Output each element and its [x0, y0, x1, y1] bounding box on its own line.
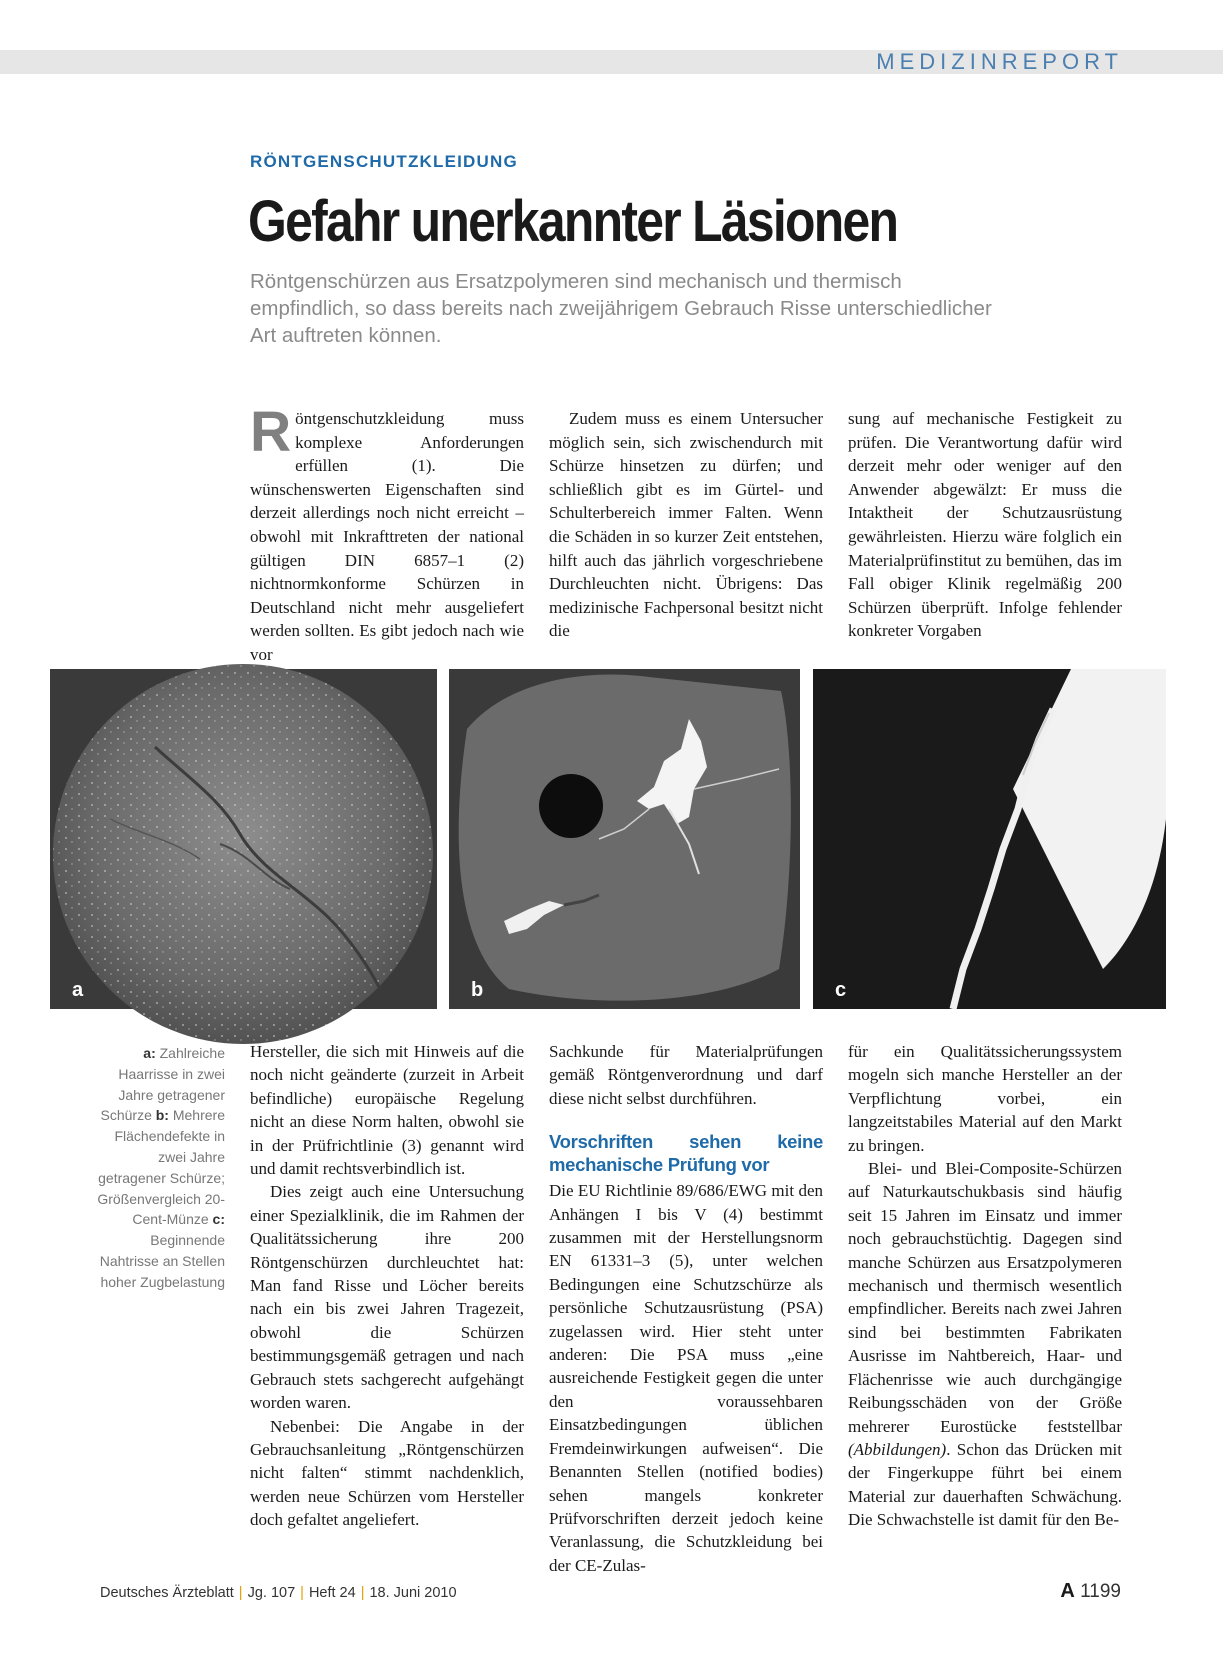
figure-reference: (Abbildungen) [848, 1439, 947, 1459]
caption-label-c: c: [212, 1211, 225, 1228]
footer-separator: | [300, 1585, 304, 1601]
page-prefix: A [1060, 1580, 1075, 1602]
figure-c-image [813, 669, 1166, 1009]
figure-a-image [50, 669, 437, 1009]
paragraph [848, 1157, 1122, 1532]
journal-name: Deutsches Ärzteblatt [100, 1585, 234, 1601]
figure-b [449, 669, 800, 1009]
text-column-3-bottom [848, 1040, 1122, 1560]
text-column-2-bottom [549, 1040, 823, 1575]
page-number [1060, 1580, 1121, 1603]
caption-label-a: a: [143, 1045, 156, 1061]
text-column-1-top [250, 400, 524, 664]
paragraph: Die EU Richtlinie 89/686/EWG mit den Anhängen I bis V (4) bestimmt zusammen mit der Herstellungsnorm EN 61331–3 (5), unter welchen Bedingungen eine Schutzschürze als persönliche Schutzausrüstung (PSA) zugelassen wird. Hier steht unter anderen: Die PSA muss „eine ausreichende Festigkeit gegen die unter den voraussehbaren Einsatzbedingungen üblichen Fremdeinwirkungen aufweisen“. Die Benannten Stellen (notified bodies) sehen mangels konkreter Prüfvorschriften derzeit jedoch keine Veranlassung, die Schutzkleidung bei der CE-Zulas- [549, 1181, 823, 1575]
figure-caption [90, 1043, 225, 1293]
paragraph: Sachkunde für Materialprüfungen gemäß Röntgenverordnung und darf diese nicht selbst durchführen. [549, 1042, 823, 1108]
paragraph: Zudem muss es einem Untersucher möglich sein, sich zwischendurch mit Schürze hinsetzen zu dürfen; und schließlich gibt es im Gürtel- und Schulterbereich immer Falten. Wenn die Schäden in so kurzer Zeit entstehen, hilft auch das jährlich vorgeschriebene Durchleuchten nicht. Übrigens: Das medizinische Fachpersonal besitzt nicht die [549, 409, 823, 641]
figure-a [50, 669, 437, 1009]
lead-line: Röntgenschürzen aus Ersatzpolymeren sind mechanisch und thermisch [250, 270, 902, 293]
paragraph: öntgenschutzkleidung muss komplexe Anforderungen erfüllen (1). Die wünschenswerten Eigenschaften sind derzeit allerdings noch nicht erreicht – obwohl mit Inkrafttreten der national gültigen DIN 6857–1 (2) nichtnormkonforme Schürzen in Deutschland nicht mehr ausgeliefert werden sollten. Es gibt jedoch nach wie vor [250, 409, 524, 664]
issue: Heft 24 [308, 1585, 356, 1601]
figure-c [813, 669, 1166, 1009]
figure-b-image [449, 669, 800, 1009]
text-column-3-top [848, 407, 1122, 643]
lead-line: Art auftreten können. [250, 324, 442, 347]
lead-line: empfindlich, so dass bereits nach zweijährigem Gebrauch Risse unterschiedlicher [250, 297, 992, 320]
paragraph-text: . Schon das Drücken mit der Fingerkuppe führt bei einem Material zur dauerhaften Schwächung. Die Schwachstelle ist damit für den Be- [848, 1439, 1122, 1530]
text-column-1-bottom [250, 1040, 524, 1560]
caption-label-b: b: [155, 1107, 169, 1124]
caption-text-a: Zahlreiche Haarrisse in zwei Jahre getragener Schürze [100, 1045, 225, 1124]
caption-text-b: Mehrere Flächendefekte in zwei Jahre getragener Schürze; Größenvergleich 20-Cent-Münze [97, 1107, 225, 1228]
paragraph: sung auf mechanische Festigkeit zu prüfen. Die Verantwortung dafür wird derzeit mehr oder weniger auf den Anwender abgewälzt: Er muss die Intaktheit der Schutzausrüstung gewährleisten. Hierzu wäre folglich ein Materialprüfinstitut zu bemühen, das im Fall obiger Klinik regelmäßig 200 Schürzen überprüft. Infolge fehlender konkreter Vorgaben [848, 409, 1122, 641]
footer-citation [100, 1585, 457, 1601]
paragraph: Dies zeigt auch eine Untersuchung einer Spezialklinik, die im Rahmen der Qualitätssicherung ihre 200 Röntgenschürzen durchleuchtet hat: Man fand Risse und Löcher bereits nach ein bis zwei Jahren Tragezeit, obwohl die Schürzen bestimmungsgemäß getragen und nach Gebrauch stets sachgerecht aufgehängt worden waren. [250, 1182, 524, 1413]
article-kicker: RÖNTGENSCHUTZKLEIDUNG [250, 152, 518, 171]
article-lead [250, 268, 1130, 349]
footer-separator: | [360, 1585, 365, 1601]
coin-shape [539, 774, 603, 838]
page-number-value: 1199 [1080, 1581, 1121, 1602]
caption-text-c: Beginnende Nahtrisse an Stellen hoher Zugbelastung [99, 1232, 225, 1290]
section-label: MEDIZINREPORT [876, 49, 1123, 74]
paragraph: Nebenbei: Die Angabe in der Gebrauchsanleitung „Röntgenschürzen nicht falten“ stimmt nachdenklich, werden neue Schürzen vom Hersteller doch gefaltet angeliefert. [250, 1416, 524, 1530]
issue-date: 18. Juni 2010 [369, 1585, 457, 1601]
paragraph: für ein Qualitätssicherungssystem mogeln sich manche Hersteller an der Verpflichtung vorbei, ein langzeitstabiles Material auf den Markt zu bringen. [848, 1042, 1122, 1155]
drop-cap: R [250, 400, 292, 464]
figure-label: c [835, 979, 847, 1001]
figure-label: b [471, 979, 484, 1001]
article-title: Gefahr unerkannter Läsionen [248, 189, 898, 254]
footer-separator: | [238, 1585, 243, 1601]
text-column-2-top [549, 407, 823, 643]
figure-label: a [72, 979, 84, 1001]
subheading: Vorschriften sehen keine mechanische Prüfung vor [549, 1131, 823, 1176]
volume: Jg. 107 [247, 1585, 296, 1601]
paragraph: Hersteller, die sich mit Hinweis auf die noch nicht geänderte (zurzeit in Arbeit befindliche) europäische Regelung nicht an diese Norm halten, obwohl sie in der Prüfrichtlinie (3) genannt wird und damit rechtsverbindlich ist. [250, 1042, 524, 1179]
paragraph-text: Blei- und Blei-Composite-Schürzen auf Naturkautschukbasis sind häufig seit 15 Jahren im Einsatz und immer noch gebrauchstüchtig. Dagegen sind manche Schürzen aus Ersatzpolymeren mechanisch und thermisch wesentlich empfindlicher. Bereits nach zwei Jahren sind bei bestimmten Fabrikaten Ausrisse im Nahtbereich, Haar- und Flächenrisse wie auch durchgängige Reibungsschäden von der Größe mehrerer Eurostücke feststellbar [848, 1159, 1122, 1436]
